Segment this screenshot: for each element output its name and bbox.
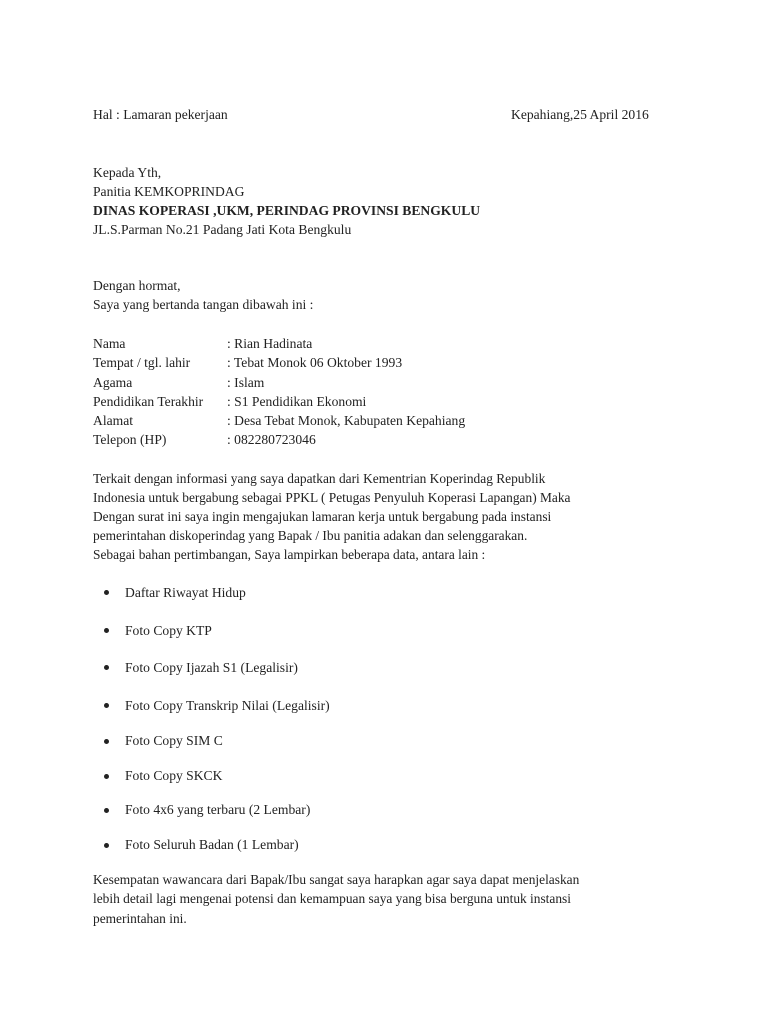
recipient-greeting: Kepada Yth, bbox=[93, 165, 162, 180]
identity-label-phone: Telepon (HP) bbox=[93, 432, 167, 447]
list-item: Foto 4x6 yang terbaru (2 Lembar) bbox=[125, 802, 311, 817]
identity-value-religion: : Islam bbox=[227, 375, 265, 390]
body-line: Dengan surat ini saya ingin mengajukan lamaran kerja untuk bergabung pada instansi bbox=[93, 509, 552, 524]
salutation: Dengan hormat, bbox=[93, 278, 181, 293]
closing-line: Kesempatan wawancara dari Bapak/Ibu sangat saya harapkan agar saya dapat menjelaskan bbox=[93, 872, 580, 887]
recipient-committee: Panitia KEMKOPRINDAG bbox=[93, 184, 245, 199]
bullet-icon bbox=[104, 774, 109, 779]
body-line: pemerintahan diskoperindag yang Bapak / Ibu panitia adakan dan selenggarakan. bbox=[93, 528, 528, 543]
bullet-icon bbox=[104, 739, 109, 744]
identity-value-nama: : Rian Hadinata bbox=[227, 336, 313, 351]
identity-value-birth: : Tebat Monok 06 Oktober 1993 bbox=[227, 355, 403, 370]
identity-label-address: Alamat bbox=[93, 413, 134, 428]
identity-value-phone: : 082280723046 bbox=[227, 432, 316, 447]
list-item: Daftar Riwayat Hidup bbox=[125, 585, 246, 600]
closing-line: pemerintahan ini. bbox=[93, 911, 187, 926]
place-date: Kepahiang,25 April 2016 bbox=[511, 107, 649, 122]
body-line: Indonesia untuk bergabung sebagai PPKL ( Petugas Penyuluh Koperasi Lapangan) Maka bbox=[93, 490, 571, 505]
recipient-address: JL.S.Parman No.21 Padang Jati Kota Bengkulu bbox=[93, 222, 352, 237]
list-item: Foto Copy SIM C bbox=[125, 733, 223, 748]
identity-label-birth: Tempat / tgl. lahir bbox=[93, 355, 191, 370]
intro-line: Saya yang bertanda tangan dibawah ini : bbox=[93, 297, 314, 312]
identity-value-education: : S1 Pendidikan Ekonomi bbox=[227, 394, 367, 409]
closing-line: lebih detail lagi mengenai potensi dan kemampuan saya yang bisa berguna untuk instansi bbox=[93, 891, 571, 906]
list-item: Foto Copy Transkrip Nilai (Legalisir) bbox=[125, 698, 330, 713]
identity-label-education: Pendidikan Terakhir bbox=[93, 394, 204, 409]
bullet-icon bbox=[104, 628, 109, 633]
bullet-icon bbox=[104, 590, 109, 595]
list-item: Foto Copy Ijazah S1 (Legalisir) bbox=[125, 660, 298, 675]
list-item: Foto Copy KTP bbox=[125, 623, 212, 638]
subject-line: Hal : Lamaran pekerjaan bbox=[93, 107, 228, 122]
identity-label-nama: Nama bbox=[93, 336, 126, 351]
body-line: Terkait dengan informasi yang saya dapatkan dari Kementrian Koperindag Republik bbox=[93, 471, 546, 486]
identity-value-address: : Desa Tebat Monok, Kabupaten Kepahiang bbox=[227, 413, 466, 428]
identity-label-religion: Agama bbox=[93, 375, 133, 390]
bullet-icon bbox=[104, 808, 109, 813]
recipient-agency: DINAS KOPERASI ,UKM, PERINDAG PROVINSI BENGKULU bbox=[93, 203, 481, 218]
list-item: Foto Copy SKCK bbox=[125, 768, 223, 783]
body-line: Sebagai bahan pertimbangan, Saya lampirkan beberapa data, antara lain : bbox=[93, 547, 486, 562]
bullet-icon bbox=[104, 665, 109, 670]
list-item: Foto Seluruh Badan (1 Lembar) bbox=[125, 837, 299, 852]
bullet-icon bbox=[104, 703, 109, 708]
bullet-icon bbox=[104, 843, 109, 848]
